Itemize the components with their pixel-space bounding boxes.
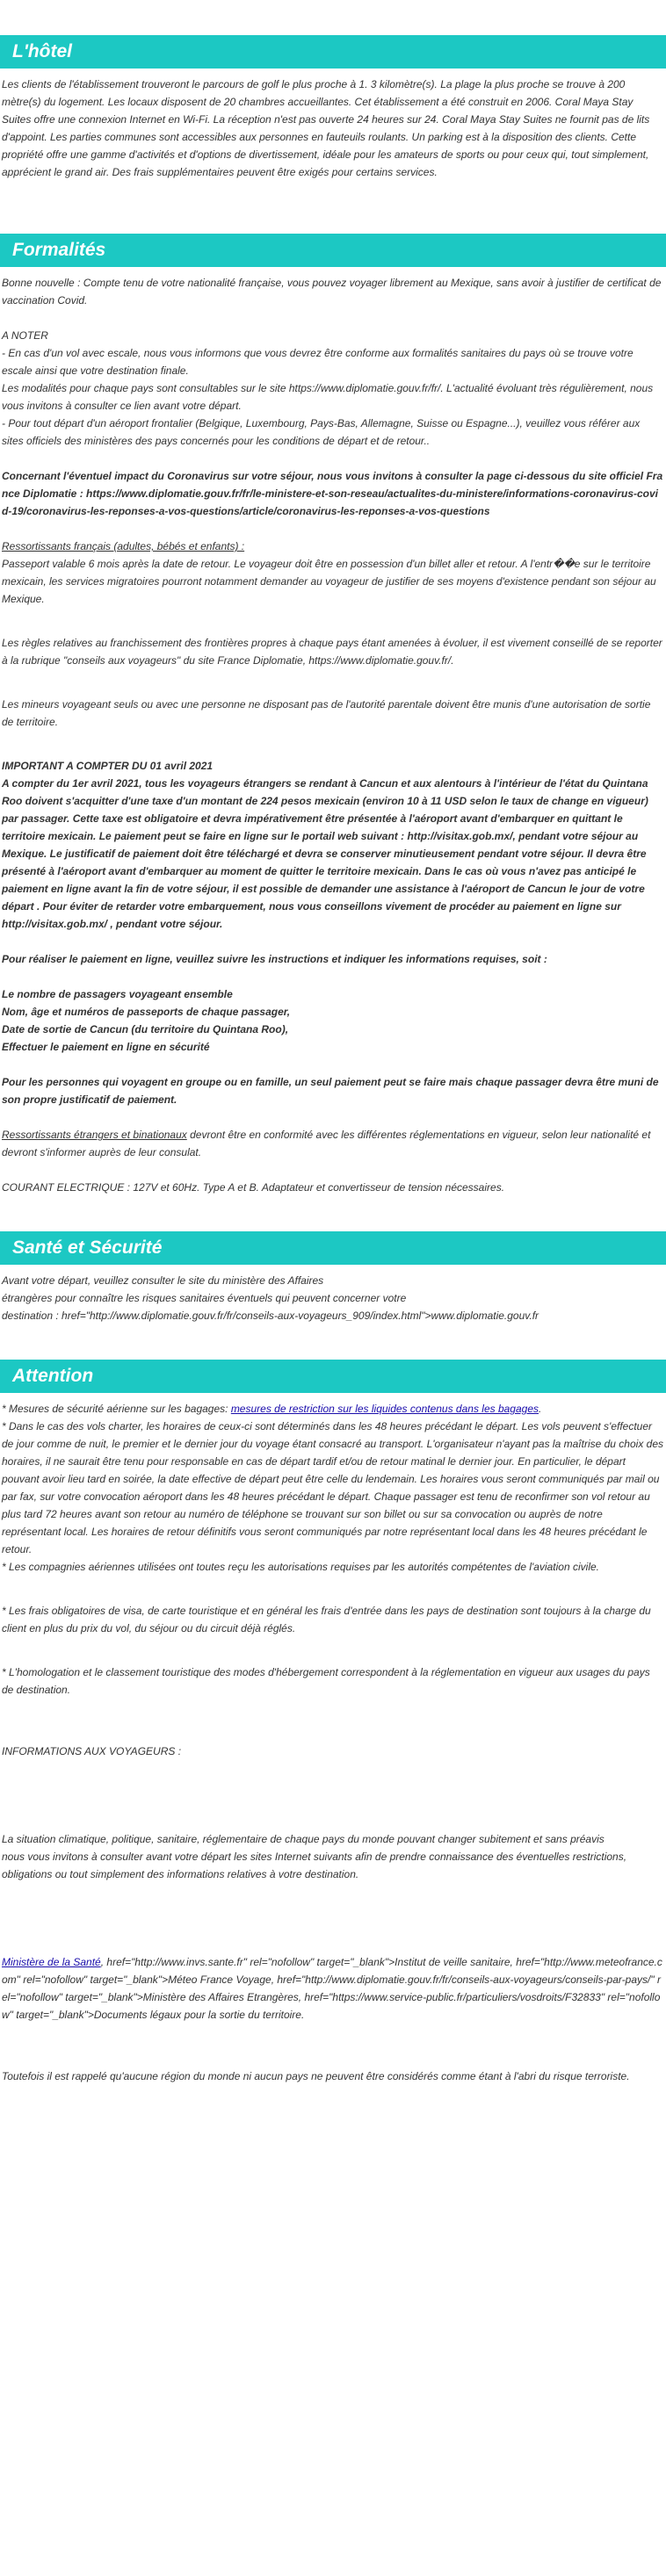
anoter-title: A NOTER [2,329,48,342]
paiement-step: Date de sortie de Cancun (du territoire du Quintana Roo), [2,1023,289,1035]
attention-section [0,1360,666,2085]
anoter-frontalier: - Pour tout départ d'un aéroport frontalier (Belgique, Luxembourg, Pays-Bas, Allemagne, Suisse ou Espagne...), veuillez vous référer aux sites officiels des ministères des pays concernés pour les conditions de départ et de retour.. [2,417,641,447]
terroriste-notice: Toutefois il est rappelé qu'aucune région du monde ni aucun pays ne peuvent être considérés comme étant à l'abri du risque terroriste. [2,2070,630,2082]
hotel-section [0,35,666,181]
paiement-step: Effectuer le paiement en ligne en sécurité [2,1041,210,1053]
etrangers-text: devront être en conformité avec les différentes réglementations en vigueur, selon leur nationalité et devront s'informer auprès de leur consulat. [2,1129,651,1158]
ministere-sante-link[interactable]: Ministère de la Santé [2,1956,101,1968]
sante-line: étrangères pour connaître les risques sanitaires éventuels qui peuvent concerner votre [2,1292,407,1304]
hotel-description: Les clients de l'établissement trouveront le parcours de golf le plus proche à 1. 3 kilomètre(s). La plage la plus proche se trouve à 200 mètre(s) du logement. Les locaux disposent de 20 chambres accueillantes. Cet établissement a été construit en 2006. Coral Maya Stay Suites offre une connexion Internet en Wi-Fi. La réception n'est pas ouverte 24 heures sur 24. Coral Maya Stay Suites ne fournit pas de lits d'appoint. Les parties communes sont accessibles aux personnes en fauteuils roulants. Un parking est à la disposition des clients. Cette propriété offre une gamme d'activités et d'options de divertissement, idéale pour les amateurs de sports ou pour ceux qui, tout simplement, apprécient le grand air. Des frais supplémentaires peuvent être exigés pour certains services. [2,78,650,178]
formalites-intro: Bonne nouvelle : Compte tenu de votre nationalité française, vous pouvez voyager librement au Mexique, sans avoir à justifier de certificat de vaccination Covid. [2,277,662,307]
formalites-section [0,234,666,1196]
mesures-prefix: * Mesures de sécurité aérienne sur les bagages: [2,1403,231,1415]
sante-title: Santé et Sécurité [0,1231,666,1265]
sante-line: destination : href="http://www.diplomatie.gouv.fr/fr/conseils-aux-voyageurs_909/index.html">www.diplomatie.gouv.fr [2,1310,539,1322]
hotel-title: L'hôtel [0,35,666,69]
regles-frontieres: Les règles relatives au franchissement des frontières propres à chaque pays étant amenées à évoluer, il est vivement conseillé de se reporter à la rubrique "conseils aux voyageurs" du site France Diplomatie, https://www.diplomatie.gouv.fr/. [2,637,662,667]
important-text: A compter du 1er avril 2021, tous les voyageurs étrangers se rendant à Cancun et aux alentours à l'intérieur de l'état du Quintana Roo doivent s'acquitter d'une taxe d'un montant de 224 pesos mexicain (environ 10 à 11 USD selon le taux de change en vigueur) par passager. Cette taxe est obligatoire et devra impérativement être présentée à l'aéroport avant d'embarquer en quittant le territoire mexicain. Le paiement peut se faire en ligne sur le portail web suivant : http://visitax.gob.mx/, pendant votre séjour au Mexique. Le justificatif de paiement doit être téléchargé et devra se conserver minutieusement pendant votre séjour. Il devra être présenté à l'aéroport avant d'embarquer au moment de quitter le territoire mexicain. Dans le cas où vous n'avez pas anticipé le paiement en ligne avant la fin de votre séjour, il est possible de demander une assistance à l'aéroport de Cancun le jour de votre départ . Pour éviter de retarder votre embarquement, nous vous conseillons vivement de procéder au paiement en ligne sur http://visitax.gob.mx/ , pendant votre séjour. [2,777,648,930]
ministere-links-text: , href="http://www.invs.sante.fr" rel="nofollow" target="_blank">Institut de veille sanitaire, href="http://www.meteofrance.com" rel="nofollow" target="_blank">Méteo France Voyage, href="http://www.diplomatie.gouv.fr/fr/conseils-aux-voyageurs/conseils-par-pays/" rel="nofollow" target="_blank">Ministère des Affaires Etrangères, href="https://www.service-public.fr/particuliers/vosdroits/F32833" rel="nofollow" target="_blank">Documents légaux pour la sortie du territoire. [2,1956,662,2021]
liquides-restriction-link[interactable]: mesures de restriction sur les liquides contenus dans les bagages [230,1403,539,1415]
paiement-step: Le nombre de passagers voyageant ensemble [2,988,233,1000]
sante-section [0,1231,666,1324]
compagnies-notice: * Les compagnies aériennes utilisées ont toutes reçu les autorisations requises par les autorités compétentes de l'aviation civile. [2,1561,599,1573]
etrangers-paragraph [2,1126,664,1161]
groupe-notice: Pour les personnes qui voyagent en groupe ou en famille, un seul paiement peut se faire mais chaque passager devra être muni de son propre justificatif de paiement. [2,1076,659,1106]
infos-voyageurs-title: INFORMATIONS AUX VOYAGEURS : [2,1745,182,1757]
anoter-escale: - En cas d'un vol avec escale, nous vous informons que vous devrez être conforme aux formalités sanitaires du pays où se trouve votre escale ainsi que votre destination finale. [2,347,633,377]
formalites-title: Formalités [0,234,666,267]
courant-electrique: COURANT ELECTRIQUE : 127V et 60Hz. Type A et B. Adaptateur et convertisseur de tension nécessaires. [2,1181,505,1194]
anoter-modalites: Les modalités pour chaque pays sont consultables sur le site https://www.diplomatie.gouv.fr/fr/. L'actualité évoluant très régulièrement, nous vous invitons à consulter ce lien avant votre départ. [2,382,654,412]
homologation-notice: * L'homologation et le classement touristique des modes d'hébergement correspondent à la réglementation en vigueur aux usages du pays de destination. [2,1666,650,1696]
ressortissants-text: Passeport valable 6 mois après la date de retour. Le voyageur doit être en possession d'un billet aller et retour. A l'entr��e sur le territoire mexicain, les services migratoires pourront notamment demander au voyageur de justifier de ses moyens d'existence pendant son séjour au Mexique. [2,558,656,605]
ressortissants-label: Ressortissants français (adultes, bébés et enfants) : [2,540,245,552]
paiement-step: Nom, âge et numéros de passeports de chaque passager, [2,1006,291,1018]
etrangers-label: Ressortissants étrangers et binationaux [2,1129,187,1141]
ministere-paragraph [2,1953,664,2024]
sante-line: Avant votre départ, veuillez consulter le site du ministère des Affaires [2,1274,324,1287]
important-title: IMPORTANT A COMPTER DU 01 avril 2021 [2,760,214,772]
situation-line: La situation climatique, politique, sanitaire, réglementaire de chaque pays du monde pouvant changer subitement et sans préavis [2,1833,604,1845]
attention-title: Attention [0,1360,666,1393]
coronavirus-notice: Concernant l'éventuel impact du Coronavirus sur votre séjour, nous vous invitons à consulter la page ci-dessous du site officiel France Diplomatie : https://www.diplomatie.gouv.fr/fr/le-ministere-et-son-reseau/actualites-du-ministere/informations-coronavirus-covid-19/coronavirus-les-reponses-a-vos-questions/article/coronavirus-les-reponses-a-vos-questions [2,470,663,517]
situation-line: nous vous invitons à consulter avant votre départ les sites Internet suivants afin de prendre connaissance des éventuelles restrictions, obligations ou tout simplement des informations relatives à votre destination. [2,1851,627,1880]
mesures-paragraph [2,1400,664,1418]
frais-notice: * Les frais obligatoires de visa, de carte touristique et en général les frais d'entrée dans les pays de destination sont toujours à la charge du client en plus du prix du vol, du séjour ou du circuit déjà réglés. [2,1605,651,1634]
mesures-suffix: . [539,1403,542,1415]
charter-notice: * Dans le cas des vols charter, les horaires de ceux-ci sont déterminés dans les 48 heures précédant le départ. Les vols peuvent s'effectuer de jour comme de nuit, le premier et le dernier jour du voyage étant consacré au transport. L'organisateur n'ayant pas la maîtrise du choix des horaires, il ne saurait être tenu pour responsable en cas de départ tardif et/ou de retour matinal le dernier jour. En particulier, le départ pouvant avoir lieu tard en soirée, la date effective de départ peut être celle du lendemain. Les horaires vous seront communiqués par mail ou par fax, sur votre convocation aéroport dans les 48 heures précédant le départ. Chaque passager est tenu de reconfirmer son vol retour au plus tard 72 heures avant son retour au numéro de téléphone se trouvant sur son billet ou sur sa convocation ou auprès de notre représentant local. Les horaires de retour définitifs vous seront communiqués par notre représentant local dans les 48 heures précédant le retour. [2,1420,663,1555]
mineurs-notice: Les mineurs voyageant seuls ou avec une personne ne disposant pas de l'autorité parentale doivent être munis d'une autorisation de sortie de territoire. [2,698,651,728]
paiement-intro: Pour réaliser le paiement en ligne, veuillez suivre les instructions et indiquer les informations requises, soit : [2,953,547,965]
